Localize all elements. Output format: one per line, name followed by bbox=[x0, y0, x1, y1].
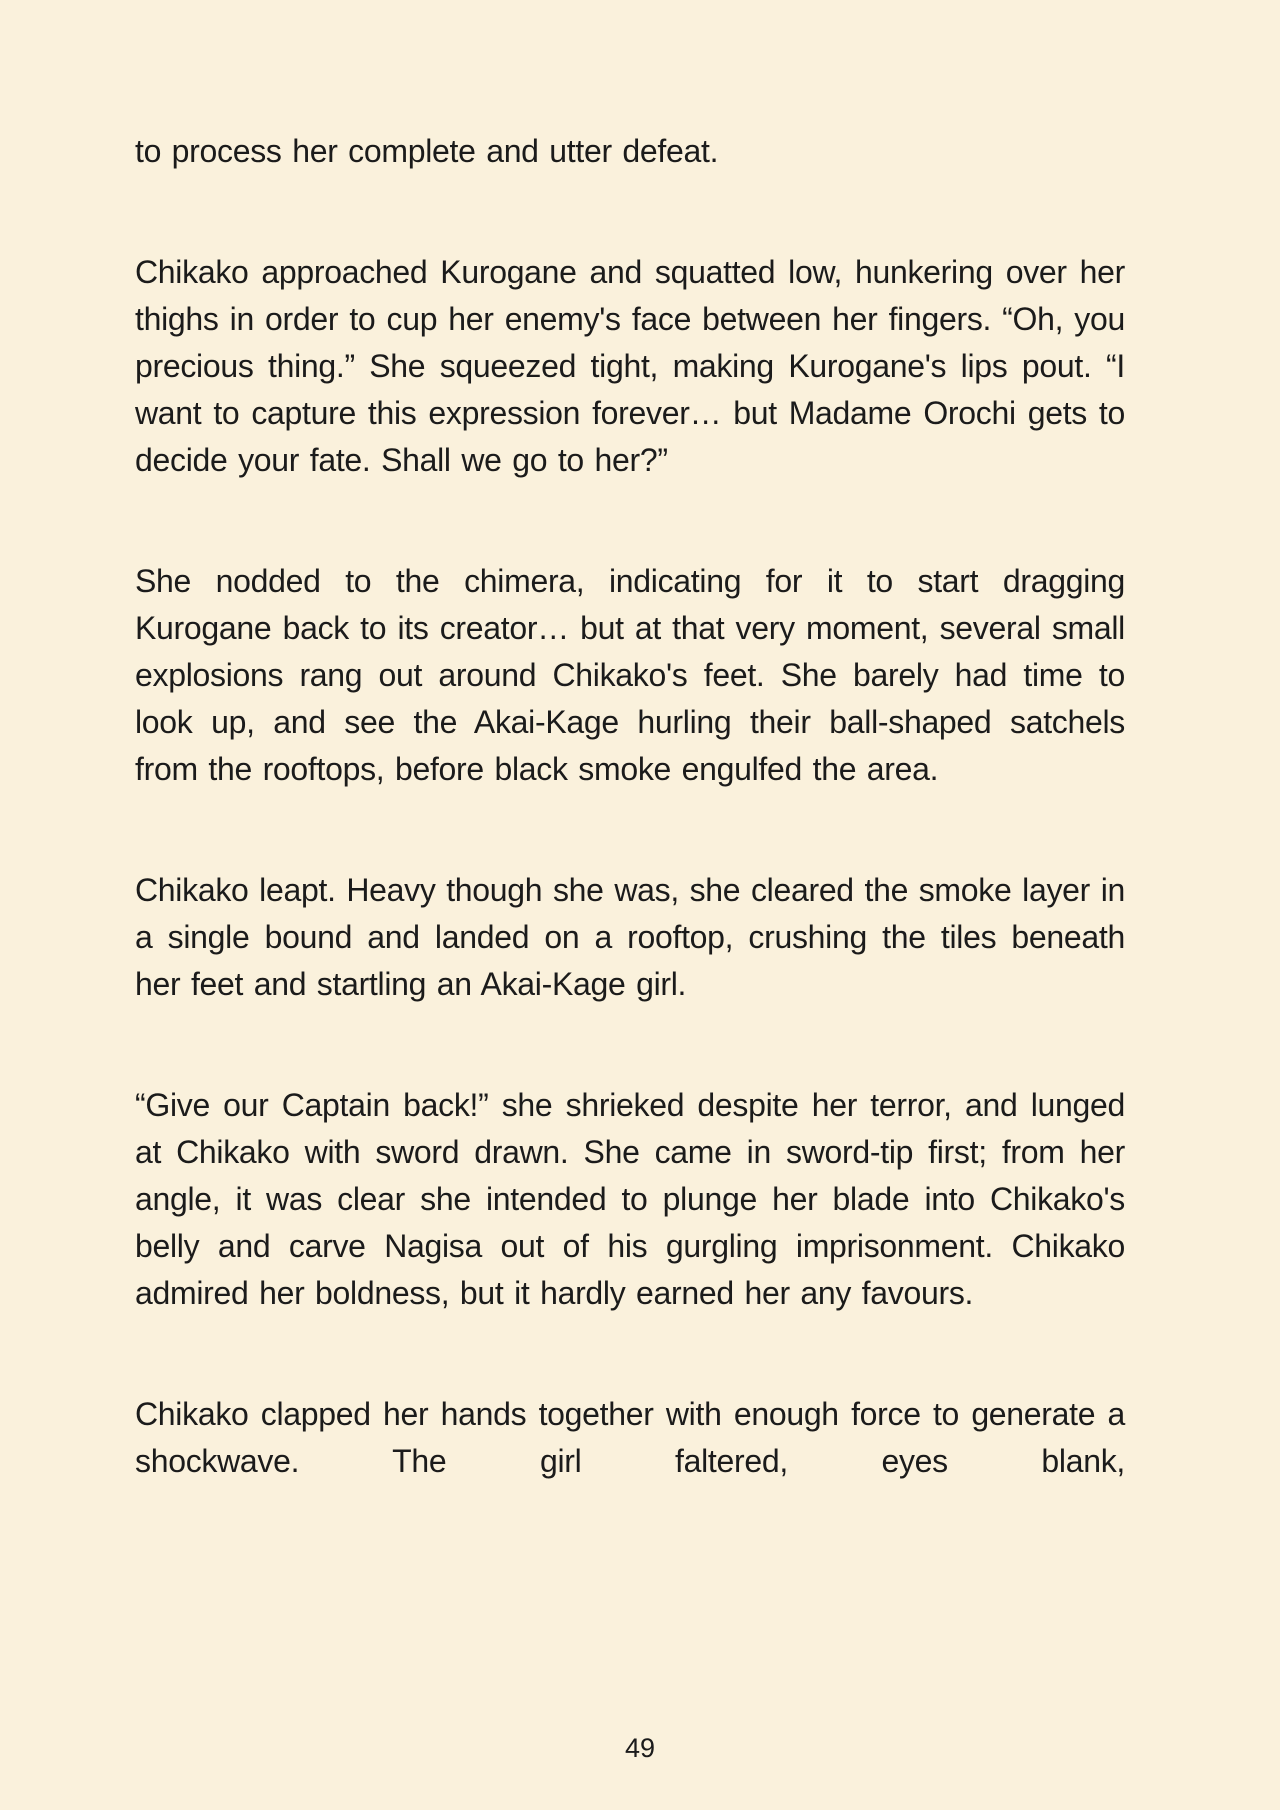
paragraph: Chikako leapt. Heavy though she was, she cleared the smoke layer in a single bound and landed on a rooftop, crushing the tiles beneath her feet and startling an Akai-Kage girl. bbox=[135, 872, 1125, 1002]
paragraph-continuation: to process her complete and utter defeat. bbox=[135, 133, 719, 169]
paragraph-cut-off: Chikako clapped her hands together with enough force to generate a shockwave. The girl faltered, eyes blank, bbox=[135, 1396, 1125, 1479]
paragraph: She nodded to the chimera, indicating for it to start dragging Kurogane back to its creator… but at that very moment, several small explosions rang out around Chikako's feet. She barely had time to look up, and see the Akai-Kage hurling their ball-shaped satchels from the rooftops, before black smoke engulfed the area. bbox=[135, 563, 1125, 787]
paragraph: “Give our Captain back!” she shrieked despite her terror, and lunged at Chikako with sword drawn. She came in sword-tip first; from her angle, it was clear she intended to plunge her blade into Chikako's belly and carve Nagisa out of his gurgling imprisonment. Chikako admired her boldness, but it hardly earned her any favours. bbox=[135, 1087, 1125, 1311]
page-text-column bbox=[135, 128, 1125, 1485]
page-number: 49 bbox=[624, 1733, 656, 1763]
paragraph: Chikako approached Kurogane and squatted low, hunkering over her thighs in order to cup her enemy's face between her fingers. “Oh, you precious thing.” She squeezed tight, making Kurogane's lips pout. “I want to capture this expression forever… but Madame Orochi gets to decide your fate. Shall we go to her?” bbox=[135, 254, 1125, 478]
